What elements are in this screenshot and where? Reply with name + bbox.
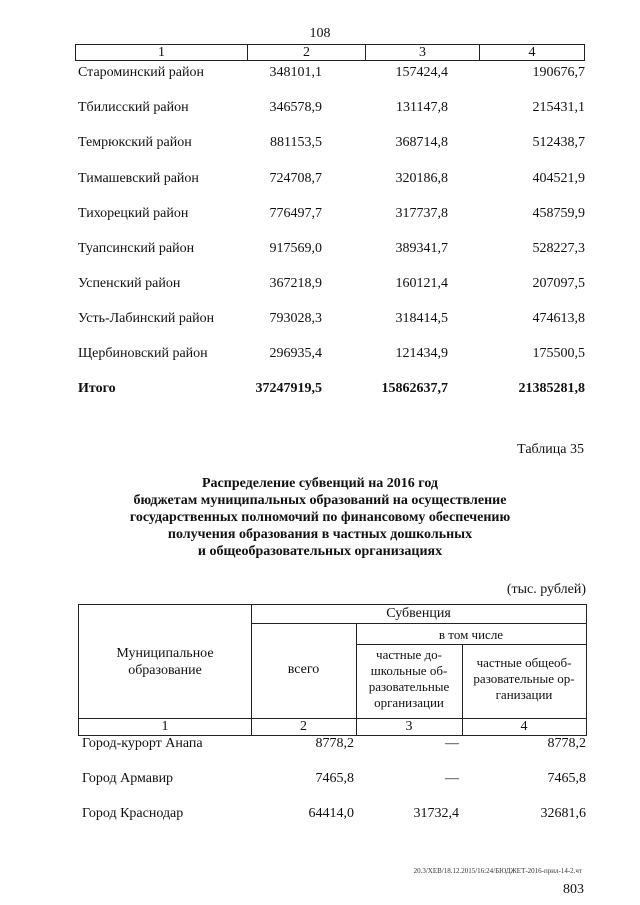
table-row bbox=[78, 346, 586, 366]
table1-col-3: 3 bbox=[419, 45, 426, 60]
row-name: Город-курорт Анапа bbox=[82, 736, 203, 751]
row-value-col4: 175500,5 bbox=[532, 346, 585, 361]
table-row bbox=[78, 311, 586, 331]
row-value-preschool: — bbox=[445, 771, 459, 786]
table1-col-1: 1 bbox=[158, 45, 165, 60]
table-row bbox=[78, 135, 586, 155]
title-line: и общеобразовательных организациях bbox=[197, 544, 443, 559]
title-line: получения образования в частных дошкольных bbox=[167, 527, 473, 542]
table1-col-4: 4 bbox=[528, 45, 536, 60]
row-value-total: 724708,7 bbox=[269, 171, 322, 186]
row-value-col4: 404521,9 bbox=[532, 171, 585, 186]
table2-header bbox=[78, 604, 587, 736]
row-name: Туапсинский район bbox=[78, 241, 195, 256]
page-number: 108 bbox=[309, 26, 331, 41]
header-total: всего bbox=[287, 662, 320, 677]
row-name: Щербиновский район bbox=[78, 346, 208, 361]
row-value-total: 8778,2 bbox=[315, 736, 354, 751]
col-number: 1 bbox=[161, 719, 169, 734]
table-row bbox=[78, 276, 586, 296]
row-value-col3: 318414,5 bbox=[395, 311, 448, 326]
row-value-col4: 528227,3 bbox=[532, 241, 585, 256]
table-row bbox=[82, 771, 587, 791]
row-name: Город Краснодар bbox=[82, 806, 184, 821]
table1-header-row bbox=[75, 44, 585, 61]
row-value-total: 296935,4 bbox=[269, 346, 322, 361]
table-row bbox=[78, 65, 586, 85]
row-name: Староминский район bbox=[78, 65, 204, 80]
grid-line bbox=[356, 644, 586, 645]
row-value-col3: 368714,8 bbox=[395, 135, 448, 150]
row-value-total: 348101,1 bbox=[269, 65, 322, 80]
row-value-col3: 121434,9 bbox=[395, 346, 448, 361]
row-value-col4: 207097,5 bbox=[532, 276, 585, 291]
col-number: 3 bbox=[405, 719, 413, 734]
table-row bbox=[82, 806, 587, 826]
table-row bbox=[78, 100, 586, 120]
footer-page-number: 803 bbox=[563, 882, 584, 897]
row-value-general: 7465,8 bbox=[547, 771, 586, 786]
header-text: частные общеоб- bbox=[476, 655, 572, 670]
table1-col-2: 2 bbox=[303, 45, 310, 60]
header-text: частные до- bbox=[376, 647, 442, 662]
header-text: образование bbox=[128, 663, 202, 678]
header-preschool bbox=[356, 647, 462, 711]
row-value-col3: 320186,8 bbox=[395, 171, 448, 186]
row-value-col3: 317737,8 bbox=[395, 206, 448, 221]
row-value-col3: 389341,7 bbox=[395, 241, 448, 256]
table-row bbox=[78, 171, 586, 191]
header-text: организации bbox=[374, 695, 444, 710]
row-value-col4: 215431,1 bbox=[532, 100, 585, 115]
header-text: школьные об- bbox=[370, 663, 448, 678]
title-line: бюджетам муниципальных образований на осуществление bbox=[133, 493, 507, 508]
table-row bbox=[78, 206, 586, 226]
row-value-general: 8778,2 bbox=[547, 736, 586, 751]
header-subvention: Субвенция bbox=[386, 606, 451, 621]
row-value-preschool: 31732,4 bbox=[413, 806, 459, 821]
total-label: Итого bbox=[78, 381, 116, 396]
row-value-col4: 190676,7 bbox=[532, 65, 585, 80]
row-name: Тимашевский район bbox=[78, 171, 199, 186]
row-value-preschool: — bbox=[445, 736, 459, 751]
total-row bbox=[78, 381, 586, 401]
row-value-general: 32681,6 bbox=[540, 806, 586, 821]
row-value-total: 7465,8 bbox=[315, 771, 354, 786]
row-value-col4: 474613,8 bbox=[532, 311, 585, 326]
header-municipal bbox=[79, 645, 251, 679]
header-text: разовательные ор- bbox=[473, 671, 575, 686]
total-value-col3: 15862637,7 bbox=[381, 381, 448, 396]
header-text: ганизации bbox=[495, 687, 553, 702]
table-row bbox=[82, 736, 587, 756]
row-value-col4: 458759,9 bbox=[532, 206, 585, 221]
row-value-total: 367218,9 bbox=[269, 276, 322, 291]
row-value-col4: 512438,7 bbox=[532, 135, 585, 150]
table-title bbox=[0, 475, 640, 560]
title-line: Распределение субвенций на 2016 год bbox=[202, 476, 438, 491]
header-including: в том числе bbox=[438, 627, 504, 642]
row-name: Усть-Лабинский район bbox=[78, 311, 215, 326]
row-value-total: 776497,7 bbox=[269, 206, 322, 221]
units-label: (тыс. рублей) bbox=[506, 582, 586, 597]
header-text: разовательные bbox=[368, 679, 450, 694]
row-value-col3: 131147,8 bbox=[396, 100, 448, 115]
row-name: Тбилисский район bbox=[78, 100, 189, 115]
col-number: 4 bbox=[520, 719, 528, 734]
footer-code: 20.3/ХЕВ/18.12.2015/16:24/БЮДЖЕТ-2016-прил-14-2.чт bbox=[413, 867, 582, 875]
row-name: Темрюкский район bbox=[78, 135, 192, 150]
col-number: 2 bbox=[300, 719, 307, 734]
row-value-col3: 157424,4 bbox=[395, 65, 448, 80]
table-row bbox=[78, 241, 586, 261]
row-value-total: 793028,3 bbox=[269, 311, 322, 326]
total-value-col2: 37247919,5 bbox=[255, 381, 322, 396]
row-name: Тихорецкий район bbox=[78, 206, 189, 221]
row-value-col3: 160121,4 bbox=[395, 276, 448, 291]
table-label: Таблица 35 bbox=[517, 442, 584, 457]
header-text: Муниципальное bbox=[116, 646, 214, 661]
row-value-total: 881153,5 bbox=[270, 135, 322, 150]
total-value-col4: 21385281,8 bbox=[518, 381, 585, 396]
title-line: государственных полномочий по финансовому обеспечению bbox=[129, 510, 511, 525]
row-value-total: 346578,9 bbox=[269, 100, 322, 115]
row-name: Успенский район bbox=[78, 276, 181, 291]
grid-line bbox=[251, 623, 586, 624]
row-name: Город Армавир bbox=[82, 771, 174, 786]
row-value-total: 64414,0 bbox=[308, 806, 354, 821]
header-general bbox=[462, 655, 586, 703]
row-value-total: 917569,0 bbox=[269, 241, 322, 256]
